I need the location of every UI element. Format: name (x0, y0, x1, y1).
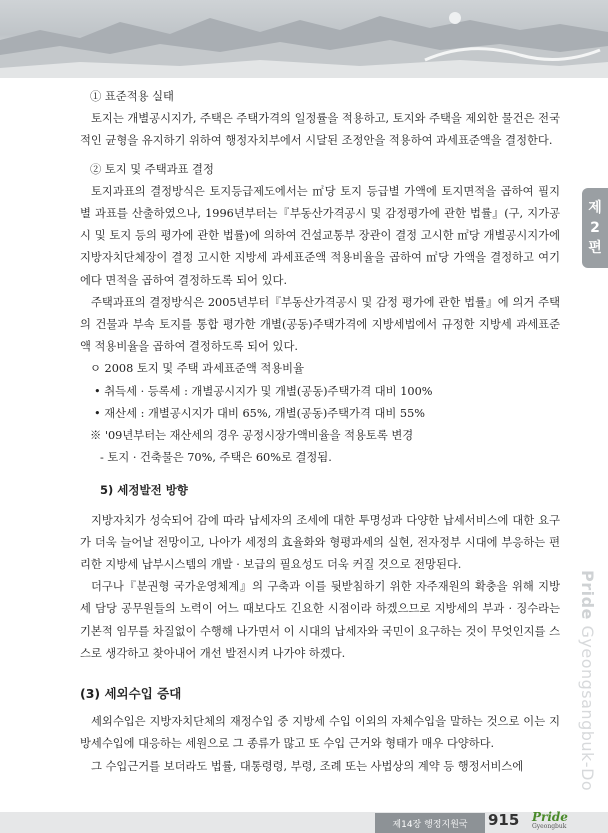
note-detail: - 토지 · 건축물은 70%, 주택은 60%로 결정됨. (100, 451, 332, 465)
section-heading-tax-development: 5) 세정발전 방향 (100, 483, 188, 498)
note-2009-change: ※ '09년부터는 재산세의 경우 공정시장가액비율을 적용토록 변경 (90, 429, 414, 443)
paragraph-1: 토지는 개별공시지가, 주택은 주택가격의 일정률을 적용하고, 토지와 주택을 제외한 물건은 전국적인 균형을 유지하기 위하여 행정자치부에서 시달된 조정안을 적용하여 과세표준액을 결정한다. (80, 112, 560, 148)
side-tab-line3: 편 (588, 240, 602, 256)
vertical-brand-text (578, 570, 597, 791)
side-tab-line2: 2 (590, 220, 600, 236)
brand-pride: Pride (578, 570, 597, 620)
part-side-tab (582, 188, 608, 268)
logo-subtext: Gyeongbuk (532, 823, 567, 830)
paragraph-4: 지방자치가 성숙되어 감에 따라 납세자의 조세에 대한 투명성과 다양한 납세서비스에 대한 요구가 더욱 늘어날 전망이고, 나아가 세정의 효율화와 형평과세의 실현, 전자정부 시대에 부응하는 편리한 지방세 납부시스템의 개발 · 보급의 필요성도 더욱 커질 것으로 전망된다. (80, 513, 560, 572)
heading-land-housing: ② 토지 및 주택과표 결정 (90, 162, 214, 176)
pride-logo (532, 811, 580, 831)
paragraph-3: 주택과표의 결정방식은 2005년부터『부동산가격공시 및 감정 평가에 관한 법률』에 의거 주택의 건물과 부속 토지를 통합 평가한 개별(공동)주택가격에 지방세법에서 규정한 지방세 과세표준액 적용비율을 곱하여 결정하도록 되어 있다. (80, 295, 560, 354)
side-tab-line1: 제 (588, 200, 602, 216)
header-banner (0, 0, 608, 78)
paragraph-2: 토지과표의 결정방식은 토지등급제도에서는 ㎡당 토지 등급별 가액에 토지면적을 곱하여 필지별 과표를 산출하였으나, 1996년부터는『부동산가격공시 및 감정평가에 관한 법률』(구, 지가공시 및 토지 등의 평가에 관한 법률)에 의하여 건설교통부 장관이 결정 고시한 ㎡당 개별공시지가에 지방자치단체장이 결정 고시한 지방세 과세표준액 적용비율을 곱하여 ㎡당 가액을 결정하고 여기에다 면적을 곱하여 결정하도록 되어 있다. (80, 184, 560, 287)
section-heading-non-tax-revenue: (3) 세외수입 증대 (80, 686, 182, 702)
footer-chapter-label: 제14장 행정지원국 (375, 813, 485, 833)
brand-rest: Gyeongsangbuk-Do (578, 619, 597, 792)
bullet-property-tax: • 재산세 : 개별공시지가 대비 65%, 개별(공동)주택가격 대비 55% (94, 406, 425, 420)
paragraph-6: 세외수입은 지방자치단체의 재정수입 중 지방세 수입 이외의 자체수입을 말하는 것으로 이는 지방세수입에 대응하는 세원으로 그 종류가 많고 또 수입 근거와 형태가 매우 다양하다. (80, 715, 560, 751)
bullet-acquisition-tax: • 취득세 · 등록세 : 개별공시지가 및 개별(공동)주택가격 대비 100% (94, 384, 433, 398)
mountain-landscape-image (0, 0, 608, 78)
page-number: 915 (488, 811, 520, 829)
heading-standard-application: ① 표준적용 실태 (90, 90, 174, 103)
logo-text: Pride (532, 810, 568, 824)
paragraph-5: 더구나『분권형 국가운영체계』의 구축과 이를 뒷받침하기 위한 자주재원의 확충을 위해 지방세 담당 공무원들의 노력이 어느 때보다도 긴요한 시점이라 하겠으므로 지방세의 부과 · 징수라는 기본적 임무를 차질없이 수행해 나가면서 이 시대의 납세자와 국민이 요구하는 것이 무엇인지를 스스로 생각하고 찾아내어 개선 발전시켜 나가야 하겠다. (80, 580, 560, 660)
paragraph-7: 그 수입근거를 보더라도 법률, 대통령령, 부령, 조례 또는 사법상의 계약 등 행정서비스에 (91, 759, 524, 773)
page-body (80, 86, 560, 778)
subheading-2008-ratio: ㅇ 2008 토지 및 주택 과세표준액 적용비율 (90, 362, 304, 376)
